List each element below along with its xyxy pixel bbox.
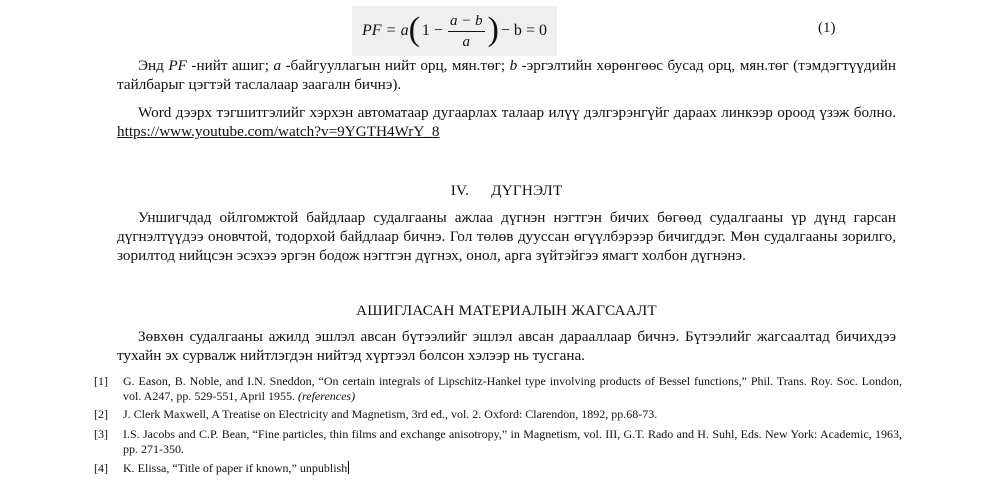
text-run: Word дээрх тэгшитгэлийг хэрхэн автоматаар дугаарлах талаар илүү дэлгэрэнгүйг дараах линкээр ороод үзэж болно. [138, 104, 896, 121]
reference-note: (references) [298, 389, 356, 403]
symbol-b: b [509, 57, 518, 74]
eq-a: a [400, 22, 409, 39]
reference-number: [4] [94, 461, 108, 475]
references-intro-paragraph[interactable] [117, 327, 896, 365]
reference-text: I.S. Jacobs and C.P. Bean, “Fine particles, thin films and exchange anisotropy,” in Magnetism, vol. III, G.T. Rado and H. Suhl, Eds. New York: Academic, 1963, pp. 271-350. [123, 427, 902, 456]
reference-item[interactable] [94, 374, 902, 404]
reference-item[interactable] [94, 427, 902, 457]
reference-number: [3] [94, 427, 108, 441]
reference-item[interactable] [94, 407, 902, 422]
text-cursor [348, 461, 349, 474]
conclusion-text: Уншигчдад ойлгомжтой байдлаар судалгааны ажлаа дүгнэн нэгтгэн бичих бөгөөд судалгааны үр дүнд гарсан дүгнэлтүүдээ оновчтой, тодорхой байдлаар бичнэ. Гол төлөв дууссан өгүүлбэрээр бичигддэг. Мөн судалгааны зорилго, зорилтод нийцсэн эсэхээ эргэн бодож нэгтгэн дүгнэх, онол, арга зүйтэйгээ ямагт холбон дүгнэнэ. [117, 209, 896, 264]
reference-text: K. Elissa, “Title of paper if known,” unpublish [123, 461, 348, 475]
conclusion-paragraph[interactable] [117, 208, 896, 265]
eq-one-minus: 1 − [421, 22, 443, 39]
section-number: IV. [450, 182, 470, 199]
youtube-link[interactable]: https://www.youtube.com/watch?v=9YGTH4WrY_8 [117, 123, 440, 140]
equation[interactable] [352, 6, 557, 56]
reference-number: [2] [94, 407, 108, 421]
eq-fraction-denominator: a [462, 33, 471, 50]
equation-explanation-paragraph[interactable] [117, 56, 896, 94]
eq-fraction-numerator: a − b [448, 12, 485, 32]
eq-equals: = [386, 22, 396, 39]
references-intro-text: Зөвхөн судалгааны ажилд эшлэл авсан бүтээлийг эшлэл авсан дарааллаар бичнэ. Бүтээлийг жагсаалтад бичихдээ тухайн эх сурвалж нийтлэгдэн нийтэд хүртээл болсон хэлээр нь тусгана. [117, 328, 896, 364]
eq-fraction [448, 12, 485, 51]
eq-open-paren: ( [408, 11, 420, 48]
symbol-a: a [273, 57, 282, 74]
symbol-pf: PF [168, 57, 187, 74]
text-run: -нийт ашиг; [186, 57, 274, 74]
reference-text: G. Eason, B. Noble, and I.N. Sneddon, “On certain integrals of Lipschitz-Hankel type involving products of Bessel functions,” Phil. Trans. Roy. Soc. London, vol. A247, pp. 529-551, April 1955. [123, 374, 902, 403]
word-numbering-paragraph[interactable] [117, 103, 896, 141]
text-run: Энд [138, 57, 169, 74]
reference-number: [1] [94, 374, 108, 388]
eq-close-paren: ) [487, 11, 499, 48]
reference-text: J. Clerk Maxwell, A Treatise on Electricity and Magnetism, 3rd ed., vol. 2. Oxford: Clarendon, 1892, pp.68-73. [123, 407, 658, 421]
eq-minus-b: − b [500, 22, 522, 39]
eq-lhs: PF [362, 22, 382, 39]
section-title: ДҮГНЭЛТ [491, 182, 563, 199]
section-heading-conclusion[interactable] [117, 182, 896, 200]
equation-number: (1) [818, 20, 836, 36]
reference-item[interactable] [94, 461, 902, 476]
eq-rhs: = 0 [525, 22, 547, 39]
text-run: -эргэлтийн хөрөнгөөс бусад орц, мян.төг (тэмдэгтүүдийн тайлбарыг цэгтэй таслалаар заагалн бичнэ). [117, 57, 897, 93]
section-heading-references[interactable]: АШИГЛАСАН МАТЕРИАЛЫН ЖАГСААЛТ [356, 302, 657, 319]
text-run: -байгууллагын нийт орц, мян.төг; [281, 57, 510, 74]
